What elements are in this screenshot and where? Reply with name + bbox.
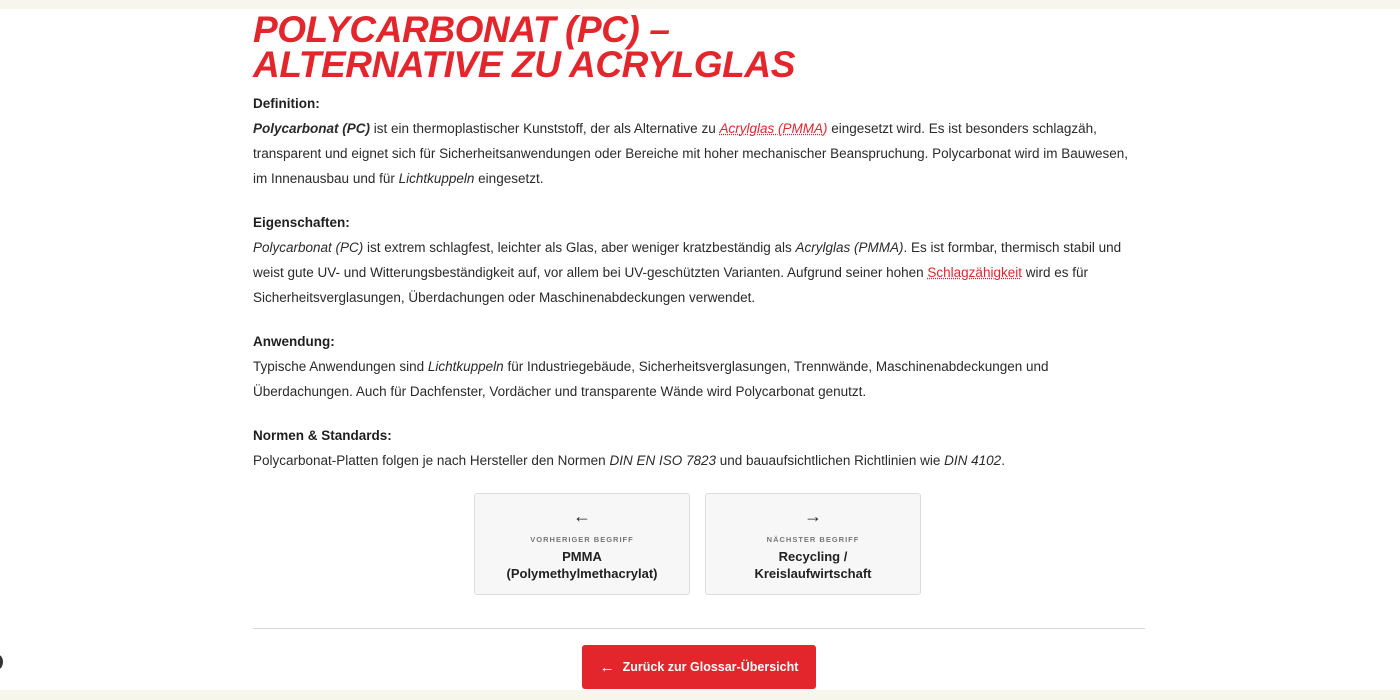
definition-paragraph: [253, 116, 1145, 191]
application-section: [253, 329, 1145, 404]
standards-din: DIN 4102: [944, 453, 1002, 468]
acrylglas-link[interactable]: Acrylglas (PMMA): [719, 121, 828, 136]
definition-text-3: eingesetzt.: [474, 171, 544, 186]
application-lichtkuppeln: Lichtkuppeln: [427, 359, 504, 374]
application-text-2: für Industriegebäude, Sicherheitsverglasungen, Trennwände, Maschinenabdeckungen und Überdachungen. Auch für Dachfenster, Vordächer und transparente Wände wird Polycarbonat genutzt.: [253, 359, 1049, 399]
next-term-label: NÄCHSTER BEGRIFF: [766, 535, 860, 544]
properties-text-2: . Es ist formbar, thermisch stabil und weist gute UV- und Witterungsbeständigkeit auf, vor allem bei UV-geschützten Varianten. Aufgrund seiner hohen: [253, 240, 1122, 280]
back-to-glossary-button[interactable]: [582, 645, 816, 689]
glossary-article: [253, 9, 1145, 473]
bottom-page-strip: [0, 690, 1400, 700]
term-navigation: [474, 493, 926, 597]
definition-section: [253, 91, 1145, 191]
next-term-card[interactable]: [705, 493, 921, 595]
definition-text-2: eingesetzt wird. Es ist besonders schlagzäh, transparent und eignet sich für Sicherheitsanwendungen oder Bereiche mit hoher mechanischer Beanspruchung. Polycarbonat wird im Bauwesen, im Innenausbau und für: [253, 121, 1129, 186]
top-page-strip: [0, 0, 1400, 9]
definition-term: Polycarbonat (PC): [253, 121, 371, 136]
standards-text-1: Polycarbonat-Platten folgen je nach Hersteller den Normen: [253, 453, 610, 468]
standards-paragraph: [253, 448, 1145, 473]
arrow-left-icon: ←: [599, 658, 615, 676]
edge-widget: [0, 655, 3, 669]
next-term-line-1: Recycling /: [778, 549, 848, 564]
next-term-line-2: Kreislaufwirtschaft: [754, 566, 872, 581]
arrow-right-icon: →: [804, 506, 822, 526]
properties-text-1: ist extrem schlagfest, leichter als Glas, aber weniger kratzbeständig als: [363, 240, 796, 255]
previous-term-name: [475, 548, 689, 582]
properties-acrylglas: Acrylglas (PMMA): [795, 240, 904, 255]
properties-heading: Eigenschaften:: [253, 215, 350, 230]
previous-term-card[interactable]: [474, 493, 690, 595]
previous-term-line-1: PMMA: [562, 549, 602, 564]
page-title: [253, 9, 1145, 85]
properties-paragraph: [253, 235, 1145, 310]
properties-section: [253, 210, 1145, 310]
schlagzaehigkeit-link[interactable]: Schlagzähigkeit: [927, 265, 1022, 280]
definition-heading: Definition:: [253, 96, 320, 111]
arrow-left-icon: ←: [573, 506, 591, 526]
divider: [253, 628, 1145, 629]
standards-heading: Normen & Standards:: [253, 428, 392, 443]
page-title-line-2: ALTERNATIVE ZU ACRYLGLAS: [253, 44, 795, 85]
standards-text-3: .: [1001, 453, 1005, 468]
standards-section: [253, 423, 1145, 473]
properties-pc: Polycarbonat (PC): [253, 240, 364, 255]
application-text-1: Typische Anwendungen sind: [253, 359, 428, 374]
application-paragraph: [253, 354, 1145, 404]
previous-term-label: VORHERIGER BEGRIFF: [530, 535, 634, 544]
next-term-name: [706, 548, 920, 582]
standards-text-2: und bauaufsichtlichen Richtlinien wie: [716, 453, 945, 468]
application-heading: Anwendung:: [253, 334, 335, 349]
definition-text-1: ist ein thermoplastischer Kunststoff, der als Alternative zu: [370, 121, 720, 136]
definition-lichtkuppeln: Lichtkuppeln: [398, 171, 475, 186]
previous-term-line-2: (Polymethylmethacrylat): [506, 566, 658, 581]
properties-text-3: wird es für Sicherheitsverglasungen, Überdachungen oder Maschinenabdeckungen verwendet.: [253, 265, 1088, 305]
back-to-glossary-label: Zurück zur Glossar-Übersicht: [622, 660, 799, 674]
page-title-line-1: POLYCARBONAT (PC) –: [253, 9, 670, 50]
standards-din-en-iso: DIN EN ISO 7823: [609, 453, 716, 468]
